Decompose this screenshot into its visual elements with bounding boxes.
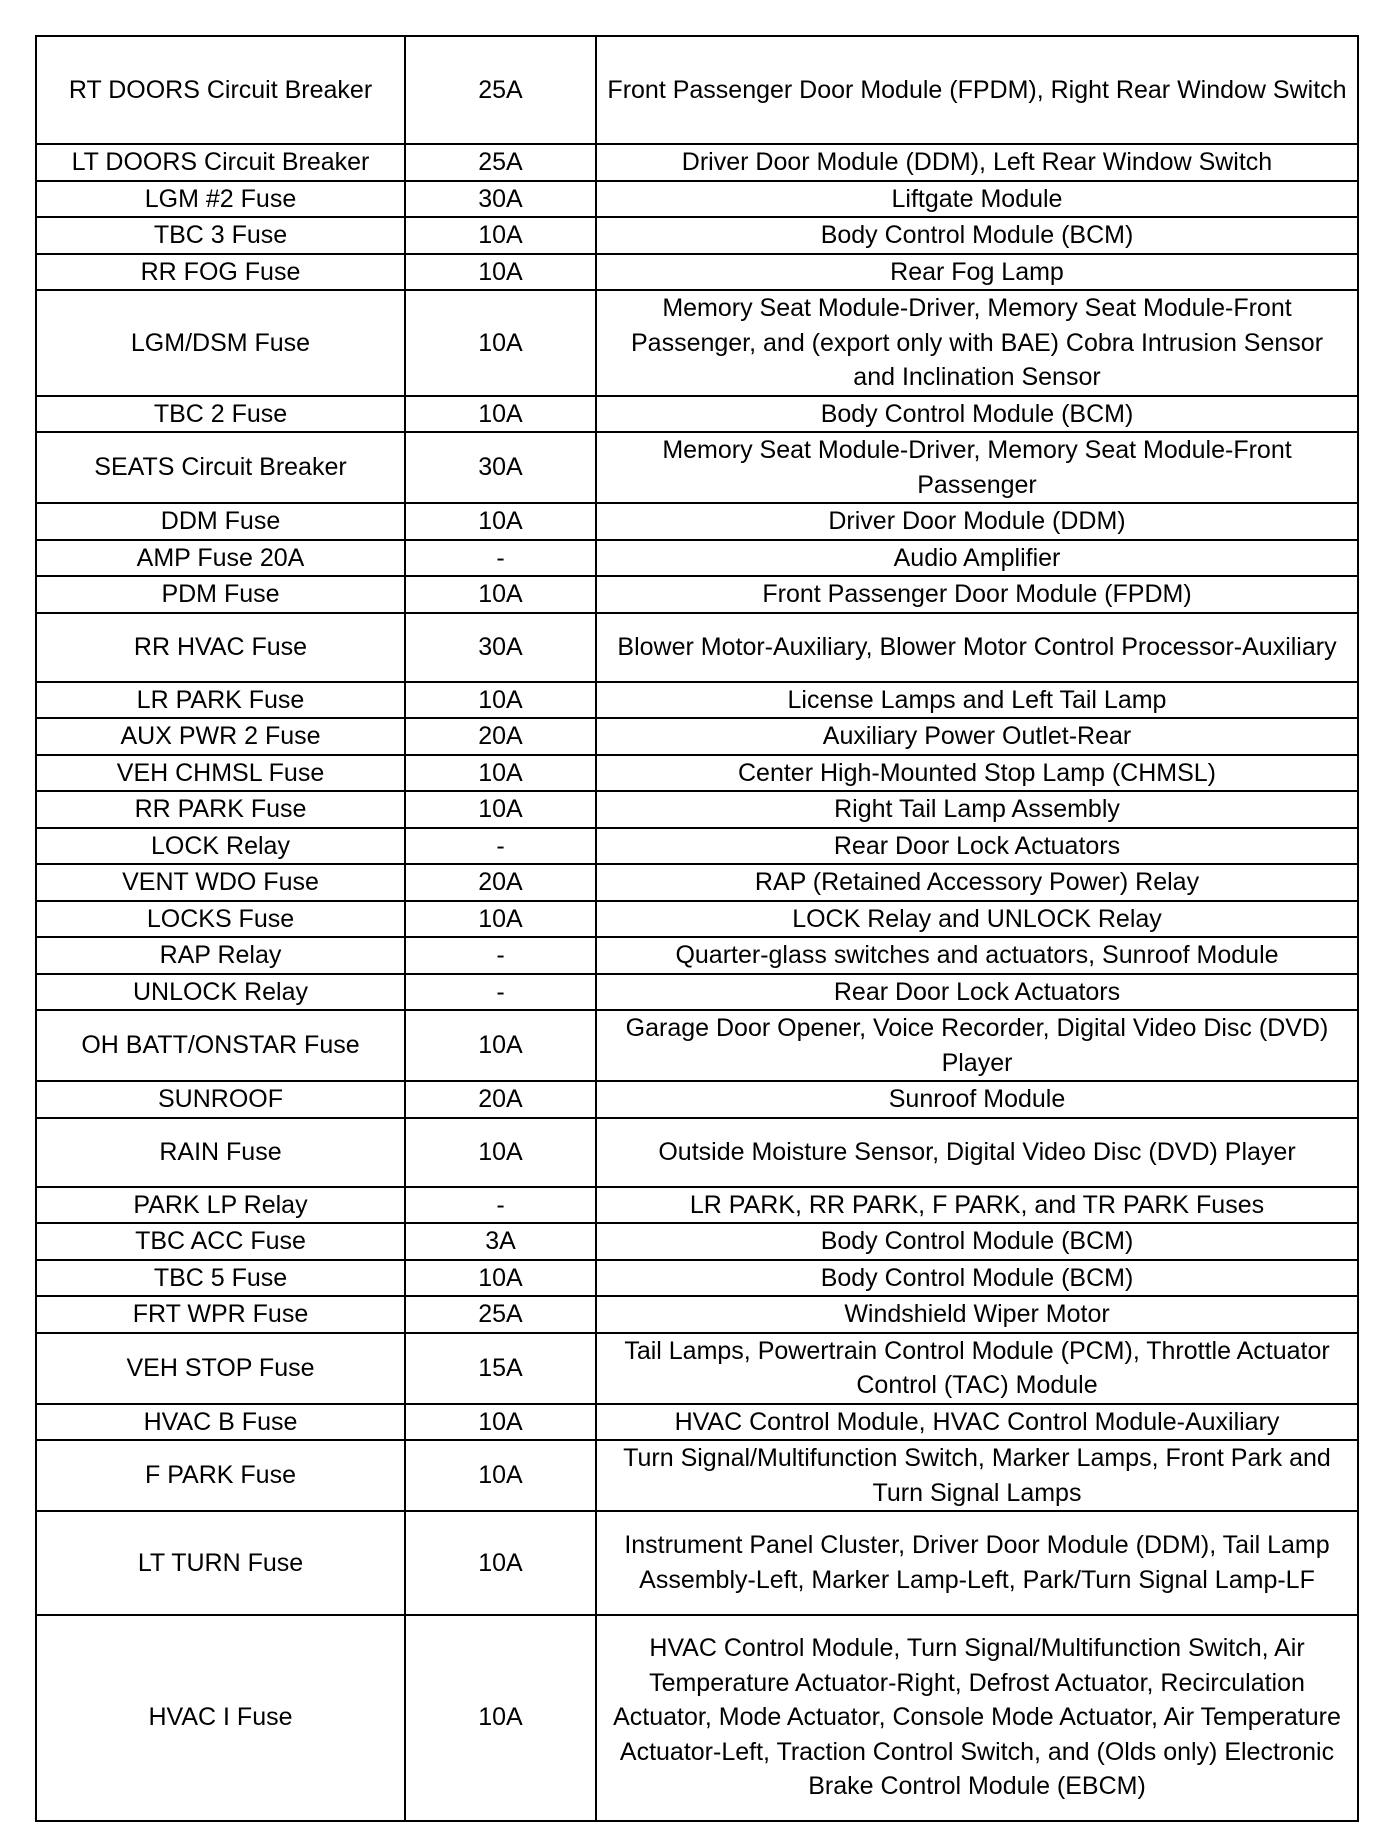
fuse-rating-cell: 15A	[405, 1333, 596, 1404]
fuse-name-cell: LGM #2 Fuse	[36, 181, 405, 218]
table-row	[36, 755, 1358, 792]
fuse-name-cell: RR HVAC Fuse	[36, 613, 405, 682]
fuse-name-cell: AUX PWR 2 Fuse	[36, 718, 405, 755]
fuse-name-cell: HVAC B Fuse	[36, 1404, 405, 1441]
fuse-rating-cell: 25A	[405, 1296, 596, 1333]
fuse-usage-cell: Blower Motor-Auxiliary, Blower Motor Control Processor-Auxiliary	[596, 613, 1358, 682]
fuse-usage-cell: LOCK Relay and UNLOCK Relay	[596, 901, 1358, 938]
fuse-name-cell: LT DOORS Circuit Breaker	[36, 144, 405, 181]
fuse-rating-cell: 10A	[405, 755, 596, 792]
table-row	[36, 718, 1358, 755]
fuse-name-cell: LGM/DSM Fuse	[36, 290, 405, 396]
fuse-usage-cell: Memory Seat Module-Driver, Memory Seat Module-Front Passenger	[596, 432, 1358, 503]
table-row	[36, 540, 1358, 577]
fuse-name-cell: RAIN Fuse	[36, 1118, 405, 1187]
fuse-rating-cell: 10A	[405, 217, 596, 254]
fuse-rating-cell: -	[405, 974, 596, 1011]
table-row	[36, 432, 1358, 503]
table-row	[36, 1118, 1358, 1187]
fuse-rating-cell: 10A	[405, 1615, 596, 1821]
fuse-usage-cell: Auxiliary Power Outlet-Rear	[596, 718, 1358, 755]
fuse-rating-cell: -	[405, 540, 596, 577]
fuse-rating-cell: -	[405, 828, 596, 865]
table-row	[36, 290, 1358, 396]
fuse-usage-cell: Right Tail Lamp Assembly	[596, 791, 1358, 828]
fuse-name-cell: LOCKS Fuse	[36, 901, 405, 938]
table-row	[36, 1187, 1358, 1224]
table-row	[36, 144, 1358, 181]
table-row	[36, 576, 1358, 613]
fuse-usage-cell: Sunroof Module	[596, 1081, 1358, 1118]
fuse-rating-cell: 10A	[405, 682, 596, 719]
fuse-usage-cell: Driver Door Module (DDM)	[596, 503, 1358, 540]
table-row	[36, 682, 1358, 719]
table-row	[36, 864, 1358, 901]
fuse-name-cell: F PARK Fuse	[36, 1440, 405, 1511]
fuse-rating-cell: 10A	[405, 254, 596, 291]
fuse-usage-cell: Rear Door Lock Actuators	[596, 828, 1358, 865]
fuse-usage-cell: Audio Amplifier	[596, 540, 1358, 577]
fuse-usage-cell: Instrument Panel Cluster, Driver Door Module (DDM), Tail Lamp Assembly-Left, Marker Lamp-Left, Park/Turn Signal Lamp-LF	[596, 1511, 1358, 1615]
fuse-rating-cell: 3A	[405, 1223, 596, 1260]
table-row	[36, 1511, 1358, 1615]
fuse-name-cell: LOCK Relay	[36, 828, 405, 865]
fuse-usage-cell: Outside Moisture Sensor, Digital Video Disc (DVD) Player	[596, 1118, 1358, 1187]
fuse-rating-cell: 10A	[405, 396, 596, 433]
table-row	[36, 503, 1358, 540]
table-row	[36, 217, 1358, 254]
table-row	[36, 1260, 1358, 1297]
fuse-usage-cell: Body Control Module (BCM)	[596, 396, 1358, 433]
fuse-usage-cell: Front Passenger Door Module (FPDM)	[596, 576, 1358, 613]
fuse-usage-cell: Turn Signal/Multifunction Switch, Marker Lamps, Front Park and Turn Signal Lamps	[596, 1440, 1358, 1511]
fuse-name-cell: TBC 5 Fuse	[36, 1260, 405, 1297]
table-row	[36, 1081, 1358, 1118]
fuse-usage-cell: RAP (Retained Accessory Power) Relay	[596, 864, 1358, 901]
fuse-usage-cell: Front Passenger Door Module (FPDM), Right Rear Window Switch	[596, 36, 1358, 144]
fuse-rating-cell: 20A	[405, 1081, 596, 1118]
table-row	[36, 613, 1358, 682]
fuse-rating-cell: 10A	[405, 1118, 596, 1187]
fuse-rating-cell: 10A	[405, 1010, 596, 1081]
table-row	[36, 36, 1358, 144]
fuse-rating-cell: 20A	[405, 718, 596, 755]
table-row	[36, 396, 1358, 433]
fuse-usage-cell: Garage Door Opener, Voice Recorder, Digital Video Disc (DVD) Player	[596, 1010, 1358, 1081]
fuse-name-cell: OH BATT/ONSTAR Fuse	[36, 1010, 405, 1081]
table-row	[36, 254, 1358, 291]
fuse-rating-cell: 20A	[405, 864, 596, 901]
fuse-name-cell: TBC ACC Fuse	[36, 1223, 405, 1260]
fuse-usage-cell: HVAC Control Module, Turn Signal/Multifunction Switch, Air Temperature Actuator-Right, Defrost Actuator, Recirculation Actuator, Mode Actuator, Console Mode Actuator, Air Temperature Actuator-Left, Traction Control Switch, and (Olds only) Electronic Brake Control Module (EBCM)	[596, 1615, 1358, 1821]
fuse-rating-cell: 10A	[405, 576, 596, 613]
fuse-rating-cell: 10A	[405, 503, 596, 540]
fuse-usage-cell: Body Control Module (BCM)	[596, 217, 1358, 254]
fuse-usage-cell: Rear Door Lock Actuators	[596, 974, 1358, 1011]
table-row	[36, 181, 1358, 218]
fuse-usage-cell: Driver Door Module (DDM), Left Rear Window Switch	[596, 144, 1358, 181]
fuse-rating-cell: 10A	[405, 1511, 596, 1615]
fuse-rating-cell: 30A	[405, 181, 596, 218]
fuse-name-cell: VENT WDO Fuse	[36, 864, 405, 901]
fuse-name-cell: PDM Fuse	[36, 576, 405, 613]
fuse-name-cell: RR FOG Fuse	[36, 254, 405, 291]
fuse-usage-cell: License Lamps and Left Tail Lamp	[596, 682, 1358, 719]
table-row	[36, 1223, 1358, 1260]
fuse-table	[35, 35, 1359, 1822]
fuse-usage-cell: Windshield Wiper Motor	[596, 1296, 1358, 1333]
fuse-name-cell: TBC 3 Fuse	[36, 217, 405, 254]
fuse-rating-cell: 10A	[405, 290, 596, 396]
fuse-rating-cell: 10A	[405, 901, 596, 938]
fuse-usage-cell: LR PARK, RR PARK, F PARK, and TR PARK Fuses	[596, 1187, 1358, 1224]
fuse-rating-cell: 10A	[405, 791, 596, 828]
fuse-name-cell: VEH CHMSL Fuse	[36, 755, 405, 792]
table-row	[36, 791, 1358, 828]
fuse-rating-cell: 30A	[405, 613, 596, 682]
table-row	[36, 1010, 1358, 1081]
fuse-name-cell: PARK LP Relay	[36, 1187, 405, 1224]
table-row	[36, 901, 1358, 938]
fuse-rating-cell: 10A	[405, 1404, 596, 1441]
fuse-rating-cell: 30A	[405, 432, 596, 503]
fuse-name-cell: RR PARK Fuse	[36, 791, 405, 828]
table-row	[36, 828, 1358, 865]
fuse-usage-cell: Memory Seat Module-Driver, Memory Seat Module-Front Passenger, and (export only with BAE) Cobra Intrusion Sensor and Inclination Sensor	[596, 290, 1358, 396]
fuse-rating-cell: -	[405, 1187, 596, 1224]
fuse-rating-cell: 10A	[405, 1260, 596, 1297]
table-row	[36, 937, 1358, 974]
fuse-name-cell: AMP Fuse 20A	[36, 540, 405, 577]
fuse-rating-cell: 25A	[405, 144, 596, 181]
fuse-usage-cell: Quarter-glass switches and actuators, Sunroof Module	[596, 937, 1358, 974]
fuse-rating-cell: 10A	[405, 1440, 596, 1511]
fuse-usage-cell: HVAC Control Module, HVAC Control Module-Auxiliary	[596, 1404, 1358, 1441]
table-row	[36, 974, 1358, 1011]
table-row	[36, 1333, 1358, 1404]
fuse-name-cell: SEATS Circuit Breaker	[36, 432, 405, 503]
fuse-name-cell: RT DOORS Circuit Breaker	[36, 36, 405, 144]
fuse-usage-cell: Body Control Module (BCM)	[596, 1260, 1358, 1297]
fuse-name-cell: LR PARK Fuse	[36, 682, 405, 719]
table-row	[36, 1404, 1358, 1441]
fuse-usage-cell: Body Control Module (BCM)	[596, 1223, 1358, 1260]
fuse-rating-cell: 25A	[405, 36, 596, 144]
fuse-name-cell: UNLOCK Relay	[36, 974, 405, 1011]
fuse-rating-cell: -	[405, 937, 596, 974]
fuse-name-cell: VEH STOP Fuse	[36, 1333, 405, 1404]
fuse-name-cell: SUNROOF	[36, 1081, 405, 1118]
fuse-name-cell: HVAC I Fuse	[36, 1615, 405, 1821]
table-row	[36, 1440, 1358, 1511]
fuse-usage-cell: Center High-Mounted Stop Lamp (CHMSL)	[596, 755, 1358, 792]
fuse-usage-cell: Liftgate Module	[596, 181, 1358, 218]
fuse-usage-cell: Tail Lamps, Powertrain Control Module (PCM), Throttle Actuator Control (TAC) Module	[596, 1333, 1358, 1404]
fuse-name-cell: DDM Fuse	[36, 503, 405, 540]
fuse-name-cell: RAP Relay	[36, 937, 405, 974]
fuse-name-cell: FRT WPR Fuse	[36, 1296, 405, 1333]
fuse-name-cell: TBC 2 Fuse	[36, 396, 405, 433]
fuse-usage-cell: Rear Fog Lamp	[596, 254, 1358, 291]
table-row	[36, 1615, 1358, 1821]
table-row	[36, 1296, 1358, 1333]
fuse-name-cell: LT TURN Fuse	[36, 1511, 405, 1615]
